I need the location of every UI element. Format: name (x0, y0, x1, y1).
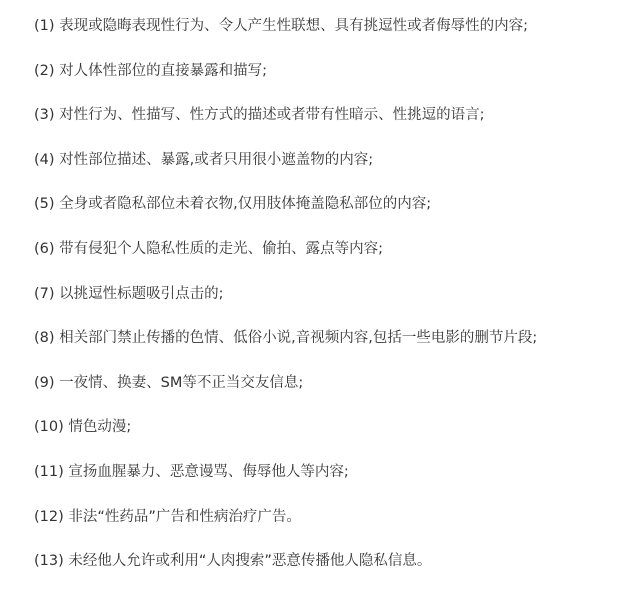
prohibited-content-list (34, 10, 634, 590)
list-item-12: (12) 非法“性药品”广告和性病治疗广告。 (34, 508, 301, 525)
list-item-4: (4) 对性部位描述、暴露,或者只用很小遮盖物的内容; (34, 151, 374, 168)
list-item-6: (6) 带有侵犯个人隐私性质的走光、偷拍、露点等内容; (34, 240, 384, 257)
list-item-3: (3) 对性行为、性描写、性方式的描述或者带有性暗示、性挑逗的语言; (34, 107, 485, 124)
list-item-1: (1) 表现或隐晦表现性行为、令人产生性联想、具有挑逗性或者侮辱性的内容; (34, 18, 529, 34)
list-item-11: (11) 宣扬血腥暴力、恶意谩骂、侮辱他人等内容; (34, 463, 349, 480)
list-item-8: (8) 相关部门禁止传播的色情、低俗小说,音视频内容,包括一些电影的删节片段; (34, 330, 538, 347)
list-item-2: (2) 对人体性部位的直接暴露和描写; (34, 62, 268, 79)
list-item-10: (10) 情色动漫; (34, 419, 132, 436)
list-item-7: (7) 以挑逗性标题吸引点击的; (34, 285, 224, 302)
list-item-5: (5) 全身或者隐私部位未着衣物,仅用肢体掩盖隐私部位的内容; (34, 196, 432, 213)
list-item-9: (9) 一夜情、换妻、SM等不正当交友信息; (34, 374, 304, 391)
list-item-13: (13) 未经他人允许或利用“人肉搜索”恶意传播他人隐私信息。 (34, 553, 432, 570)
